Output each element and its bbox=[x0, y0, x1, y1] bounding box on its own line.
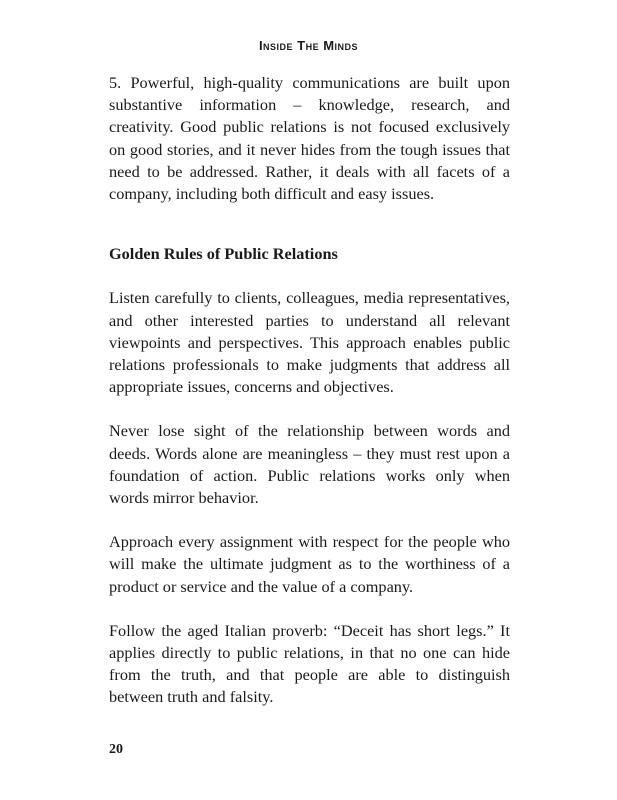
paragraph-listen: Listen carefully to clients, colleagues, media representatives, and other interested parties to understand all relevant viewpoints and perspectives. This approach enables public relations professionals to make judgments that address all appropriate issues, concerns and objectives. bbox=[109, 288, 510, 397]
intro-paragraph: 5. Powerful, high-quality communications are built upon substantive information – knowledge, research, and creativity. Good public relations is not focused exclusively on good stories, and it never hides from the tough issues that need to be addressed. Rather, it deals with all facets of a company, including both difficult and easy issues. bbox=[109, 73, 510, 204]
page-body bbox=[109, 72, 510, 731]
paragraph-respect: Approach every assignment with respect for the people who will make the ultimate judgment as to the worthiness of a product or service and the value of a company. bbox=[109, 532, 510, 596]
paragraph-words-deeds: Never lose sight of the relationship between words and deeds. Words alone are meaningless – they must rest upon a foundation of action. Public relations works only when words mirror behavior. bbox=[109, 421, 510, 508]
paragraph-proverb: Follow the aged Italian proverb: “Deceit has short legs.” It applies directly to public relations, in that no one can hide from the truth, and that people are able to distinguish between truth and falsity. bbox=[109, 620, 510, 707]
running-header: Inside The Minds bbox=[258, 38, 359, 53]
page-number: 20 bbox=[109, 742, 123, 757]
section-heading: Golden Rules of Public Relations bbox=[109, 244, 338, 264]
